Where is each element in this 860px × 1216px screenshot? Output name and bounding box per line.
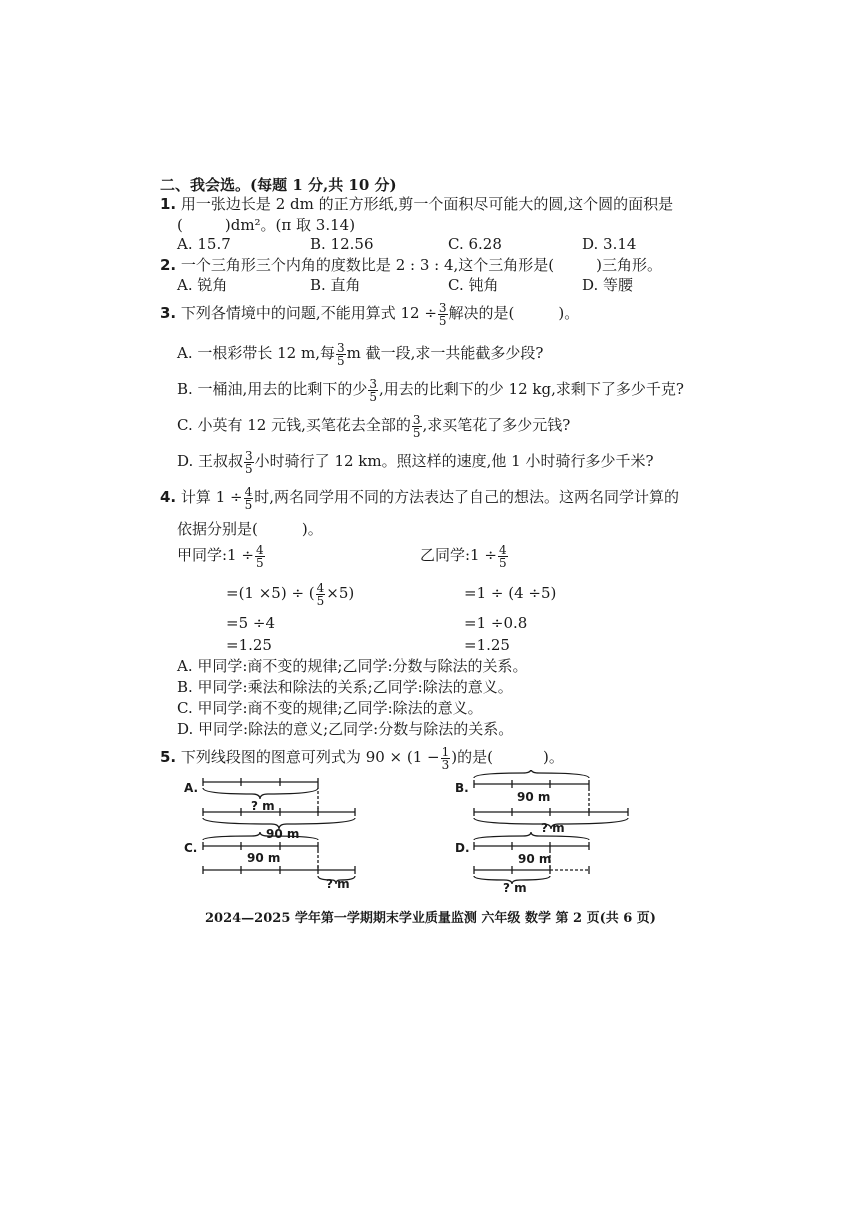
diagram-b-label: B. <box>455 781 469 795</box>
question-2-option-a[interactable]: A. 锐角 <box>177 276 228 294</box>
question-4-stem <box>160 484 679 511</box>
question-2-option-d[interactable]: D. 等腰 <box>582 276 634 294</box>
question-1-option-a[interactable]: A. 15.7 <box>177 235 231 253</box>
question-5-text-2: )的是( <box>451 748 493 766</box>
question-1-unit: )dm²。(π 取 3.14) <box>224 216 356 234</box>
question-2-text: 一个三角形三个内角的度数比是 2 : 3 : 4,这个三角形是( <box>180 256 555 274</box>
question-3-stem <box>160 300 579 327</box>
question-4-text: 计算 1 ÷ <box>180 488 243 506</box>
yi-step-2: =1 ÷0.8 <box>464 614 528 632</box>
question-5-number: 5. <box>160 748 177 766</box>
yi-label: 乙同学:1 ÷ $\frac{4}{5}$ <box>420 542 507 570</box>
question-1-option-b[interactable]: B. 12.56 <box>310 235 374 253</box>
question-1-text: 用一张边长是 2 dm 的正方形纸,剪一个面积尽可能大的圆,这个圆的面积是 <box>180 195 674 213</box>
diagram-d-bottom-label: ? m <box>503 881 527 895</box>
jia-step-2: =5 ÷4 <box>226 614 275 632</box>
question-5-text-end: )。 <box>542 748 564 766</box>
diagram-c-top-label: 90 m <box>247 851 281 865</box>
question-2-option-b[interactable]: B. 直角 <box>310 276 361 294</box>
fraction-4-5: $\frac{4}{5}$ <box>244 484 253 512</box>
diagram-c-bottom-label: ? m <box>326 877 350 891</box>
question-3-option-a[interactable]: A. 一根彩带长 12 m,每 $\frac{3}{5}$ m 截一段,求一共能截多少段? <box>177 340 544 368</box>
diagram-b-bottom-label: ? m <box>541 821 565 835</box>
diagram-b-top-label: 90 m <box>517 790 551 804</box>
jia-step-1: =(1 ×5) ÷ ( $\frac{4}{5}$ ×5) <box>226 580 355 608</box>
diagram-d-top-label: 90 m <box>518 852 552 866</box>
page-footer: 2024—2025 学年第一学期期末学业质量监测 六年级 数学 第 2 页(共 6 页) <box>205 911 656 926</box>
fraction-3-5: $\frac{3}{5}$ <box>369 376 377 404</box>
question-3-option-c[interactable]: C. 小英有 12 元钱,买笔花去全部的 $\frac{3}{5}$ ,求买笔花了多少元钱? <box>177 412 571 440</box>
fraction-4-5: $\frac{4}{5}$ <box>498 542 507 570</box>
question-3-text: 下列各情境中的问题,不能用算式 12 ÷ <box>180 304 437 322</box>
question-1-option-d[interactable]: D. 3.14 <box>582 235 637 253</box>
question-3-text-2: 解决的是( <box>448 304 515 322</box>
question-1-line-2 <box>177 216 355 234</box>
diagram-a-bottom-label: 90 m <box>266 827 300 841</box>
fraction-3-5: $\frac{3}{5}$ <box>438 300 447 328</box>
line-segment-diagrams <box>0 770 860 900</box>
diagram-d-label: D. <box>455 841 470 855</box>
question-2-option-c[interactable]: C. 钝角 <box>448 276 499 294</box>
yi-step-1: =1 ÷ (4 ÷5) <box>464 584 557 602</box>
diagram-a-top-label: ? m <box>251 799 275 813</box>
fraction-4-5: $\frac{4}{5}$ <box>316 580 325 608</box>
jia-step-3: =1.25 <box>226 636 272 654</box>
question-3-option-b[interactable]: B. 一桶油,用去的比剩下的少 $\frac{3}{5}$ ,用去的比剩下的少 12 kg,求剩下了多少千克? <box>177 376 684 404</box>
section-title: 二、我会选。(每题 1 分,共 10 分) <box>160 176 397 194</box>
question-3-text-end: )。 <box>558 304 580 322</box>
question-4-line-2: 依据分别是( )。 <box>177 520 323 538</box>
question-5-text: 下列线段图的图意可列式为 90 × (1 − <box>180 748 440 766</box>
question-4-text-2: 时,两名同学用不同的方法表达了自己的想法。这两名同学计算的 <box>254 488 679 506</box>
question-1-number: 1. <box>160 195 177 213</box>
paren-open: ( <box>177 216 183 234</box>
diagram-c-label: C. <box>184 841 198 855</box>
question-2-number: 2. <box>160 256 177 274</box>
question-4-option-a[interactable]: A. 甲同学:商不变的规律;乙同学:分数与除法的关系。 <box>177 657 528 675</box>
fraction-4-5: $\frac{4}{5}$ <box>255 542 264 570</box>
question-4-option-c[interactable]: C. 甲同学:商不变的规律;乙同学:除法的意义。 <box>177 699 483 717</box>
fraction-3-5: $\frac{3}{5}$ <box>412 412 421 440</box>
fraction-3-5: $\frac{3}{5}$ <box>245 448 253 476</box>
question-5-stem <box>160 744 564 771</box>
question-3-number: 3. <box>160 304 177 322</box>
question-4-option-b[interactable]: B. 甲同学:乘法和除法的关系;乙同学:除法的意义。 <box>177 678 513 696</box>
question-1-line-1 <box>160 195 673 213</box>
diagram-a-label: A. <box>184 781 199 795</box>
question-3-option-d[interactable]: D. 王叔叔 $\frac{3}{5}$ 小时骑行了 12 km。照这样的速度,他 1 小时骑行多少千米? <box>177 448 654 476</box>
diagram-a[interactable] <box>203 778 355 829</box>
jia-label: 甲同学:1 ÷ $\frac{4}{5}$ <box>177 542 264 570</box>
yi-step-3: =1.25 <box>464 636 510 654</box>
question-4-number: 4. <box>160 488 177 506</box>
fraction-1-3: $\frac{1}{3}$ <box>441 744 450 772</box>
question-2-line <box>160 256 662 274</box>
fraction-3-5: $\frac{3}{5}$ <box>336 340 345 368</box>
question-1-option-c[interactable]: C. 6.28 <box>448 235 502 253</box>
question-2-text-end: )三角形。 <box>596 256 662 274</box>
question-4-option-d[interactable]: D. 甲同学:除法的意义;乙同学:分数与除法的关系。 <box>177 720 514 738</box>
